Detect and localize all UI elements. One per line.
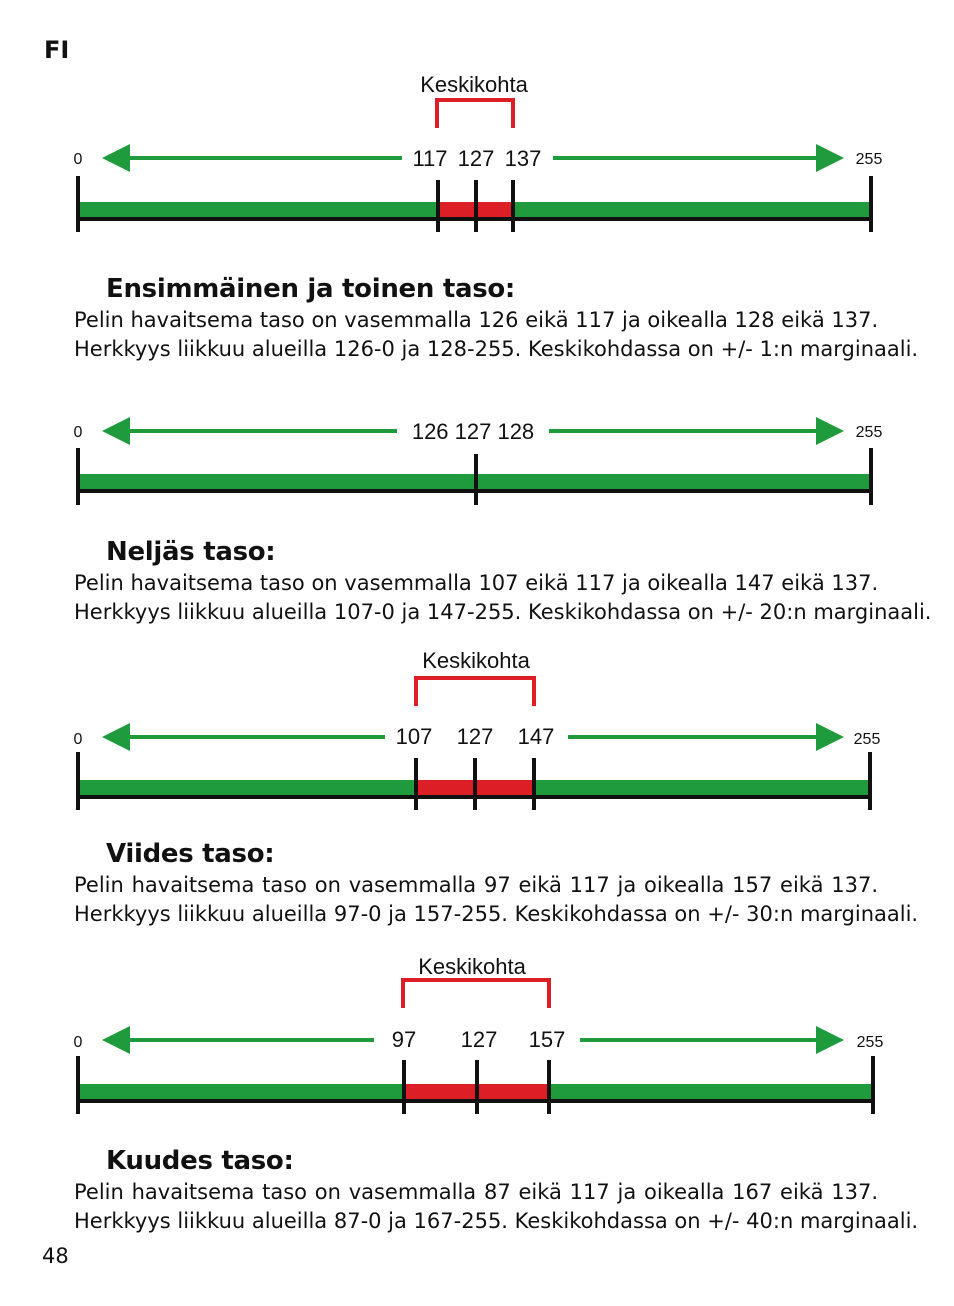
value-label: 107 [395, 724, 433, 749]
section-text [74, 871, 919, 929]
sensitivity-scale-1 [0, 60, 954, 240]
text-line: Pelin havaitsema taso on vasemmalla 97 eikä 117 ja oikealla 157 eikä 137. [74, 873, 878, 897]
section-text [74, 1178, 919, 1236]
value-label: 127 [457, 146, 495, 171]
center-bracket [403, 980, 549, 1008]
text-line: Pelin havaitsema taso on vasemmalla 87 eikä 117 ja oikealla 167 eikä 137. [74, 1180, 878, 1204]
left-arrow-head [102, 723, 130, 751]
right-arrow-head [816, 144, 844, 172]
left-arrow-head [102, 144, 130, 172]
value-label: 117 [412, 146, 448, 171]
max-label: 255 [855, 424, 883, 441]
center-bracket [437, 100, 513, 128]
value-label: 97 [391, 1027, 417, 1052]
right-arrow-head [816, 723, 844, 751]
value-label: 147 [517, 724, 555, 749]
text-line: Pelin havaitsema taso on vasemmalla 107 eikä 117 ja oikealla 147 eikä 137. [74, 571, 879, 595]
text-line: Herkkyys liikkuu alueilla 97-0 ja 157-255. Keskikohdassa on +/- 30:n marginaali. [74, 902, 919, 926]
max-label: 255 [856, 1034, 884, 1051]
text-line: Herkkyys liikkuu alueilla 107-0 ja 147-255. Keskikohdassa on +/- 20:n marginaali. [74, 600, 932, 624]
center-label: Keskikohta [422, 648, 530, 673]
section-heading: Neljäs taso: [106, 537, 276, 567]
sensitivity-scale-2 [0, 400, 954, 510]
center-label: Keskikohta [418, 954, 526, 979]
min-label: 0 [73, 151, 83, 168]
sensitivity-scale-4 [0, 946, 954, 1126]
section-text [74, 306, 919, 364]
max-label: 255 [853, 731, 881, 748]
left-arrow-head [102, 417, 130, 445]
value-label: 127 [460, 1027, 498, 1052]
section-heading: Kuudes taso: [106, 1146, 294, 1176]
center-label: Keskikohta [420, 72, 528, 97]
min-label: 0 [73, 731, 83, 748]
center-bracket [416, 678, 534, 706]
right-arrow-head [816, 417, 844, 445]
right-arrow-head [816, 1026, 844, 1054]
min-label: 0 [73, 424, 83, 441]
text-line: Herkkyys liikkuu alueilla 126-0 ja 128-255. Keskikohdassa on +/- 1:n marginaali. [74, 337, 919, 361]
left-arrow-head [102, 1026, 130, 1054]
language-label: FI [44, 36, 70, 64]
value-label: 126 127 128 [411, 419, 535, 444]
value-label: 157 [528, 1027, 566, 1052]
page-number: 48 [42, 1244, 69, 1268]
max-label: 255 [855, 151, 883, 168]
text-line: Pelin havaitsema taso on vasemmalla 126 eikä 117 ja oikealla 128 eikä 137. [74, 308, 879, 332]
min-label: 0 [73, 1034, 83, 1051]
value-label: 127 [456, 724, 494, 749]
text-line: Herkkyys liikkuu alueilla 87-0 ja 167-255. Keskikohdassa on +/- 40:n marginaali. [74, 1209, 919, 1233]
value-label: 137 [504, 146, 542, 171]
sensitivity-scale-3 [0, 640, 954, 820]
section-heading: Viides taso: [106, 839, 275, 869]
section-heading: Ensimmäinen ja toinen taso: [106, 274, 516, 304]
section-text [74, 569, 932, 627]
